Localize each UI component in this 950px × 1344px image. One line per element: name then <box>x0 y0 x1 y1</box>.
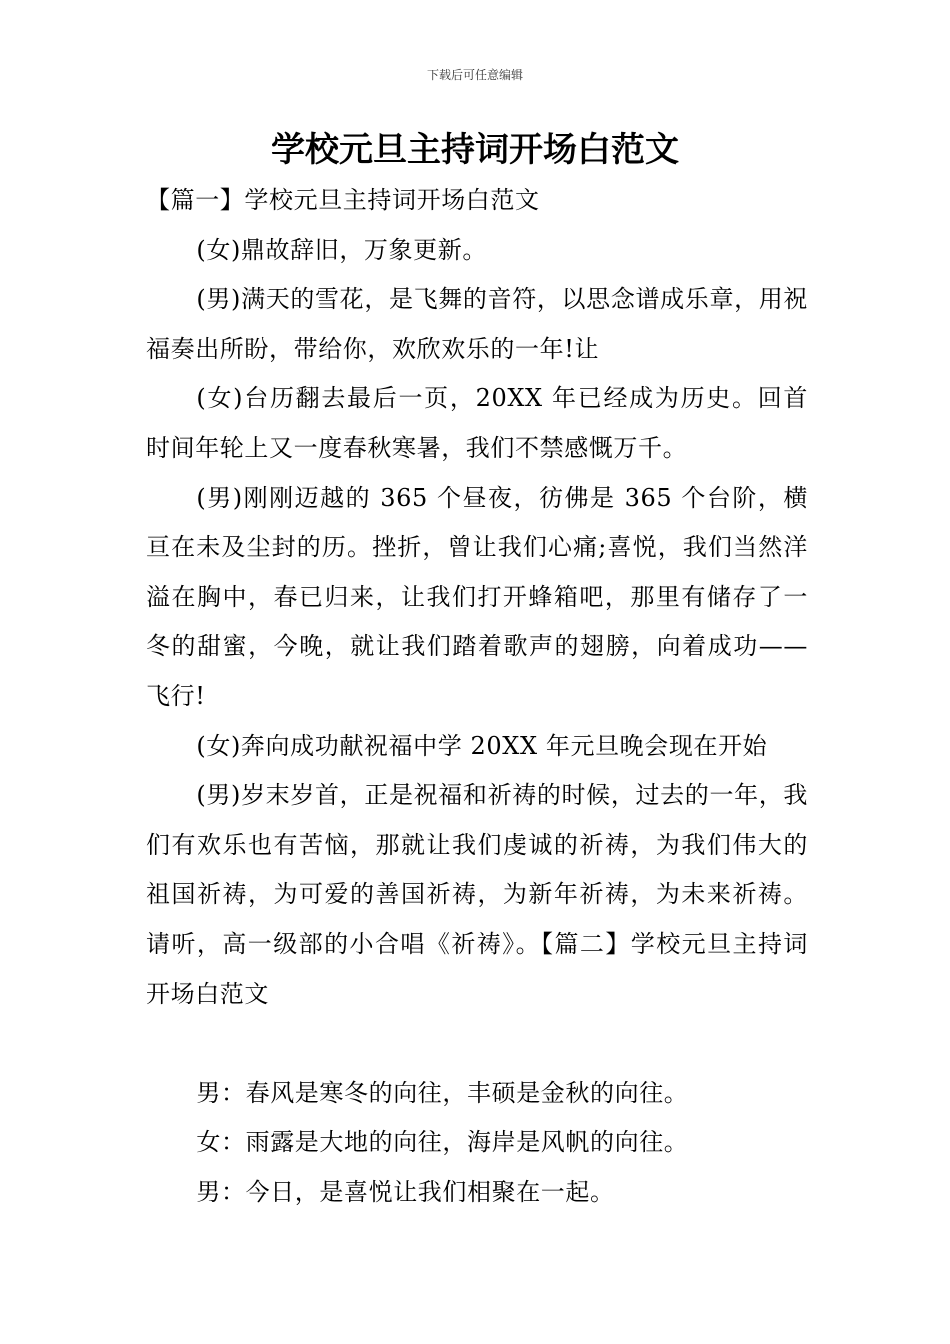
header-note: 下载后可任意编辑 <box>426 68 523 82</box>
document-body <box>146 176 808 1217</box>
paragraph: (男)岁末岁首，正是祝福和祈祷的时候，过去的一年，我们有欢乐也有苦恼，那就让我们虔诚的祈祷，为我们伟大的祖国祈祷，为可爱的善国祈祷，为新年祈祷，为未来祈祷。请听，高一级部的小合唱《祈祷》。【篇二】学校元旦主持词开场白范文 <box>146 781 808 1008</box>
paragraph: (男)刚刚迈越的 365 个昼夜，彷佛是 365 个台阶，横亘在未及尘封的历。挫折，曾让我们心痛;喜悦，我们当然洋溢在胸中，春已归来，让我们打开蜂箱吧，那里有储存了一冬的甜蜜，今晚，就让我们踏着歌声的翅膀，向着成功——飞行! <box>146 483 808 710</box>
dialogue-line: 男：今日，是喜悦让我们相聚在一起。 <box>196 1177 615 1206</box>
paragraph: (女)奔向成功献祝福中学 20XX 年元旦晚会现在开始 <box>196 731 768 760</box>
section-heading: 【篇一】学校元旦主持词开场白范文 <box>146 186 540 214</box>
paragraph: (男)满天的雪花，是飞舞的音符，以思念谱成乐章，用祝福奏出所盼，带给你，欢欣欢乐的一年!让 <box>146 285 808 363</box>
paragraph: (女)鼎故辞旧，万象更新。 <box>196 235 487 264</box>
blank-line <box>146 1019 808 1069</box>
paragraph: (女)台历翻去最后一页，20XX 年已经成为历史。回首时间年轮上又一度春秋寒暑，我们不禁感慨万千。 <box>146 384 808 462</box>
dialogue-line: 男：春风是寒冬的向往，丰硕是金秋的向往。 <box>196 1078 689 1107</box>
document-title: 学校元旦主持词开场白范文 <box>271 130 679 170</box>
dialogue-line: 女：雨露是大地的向往，海岸是风帆的向往。 <box>196 1128 689 1157</box>
